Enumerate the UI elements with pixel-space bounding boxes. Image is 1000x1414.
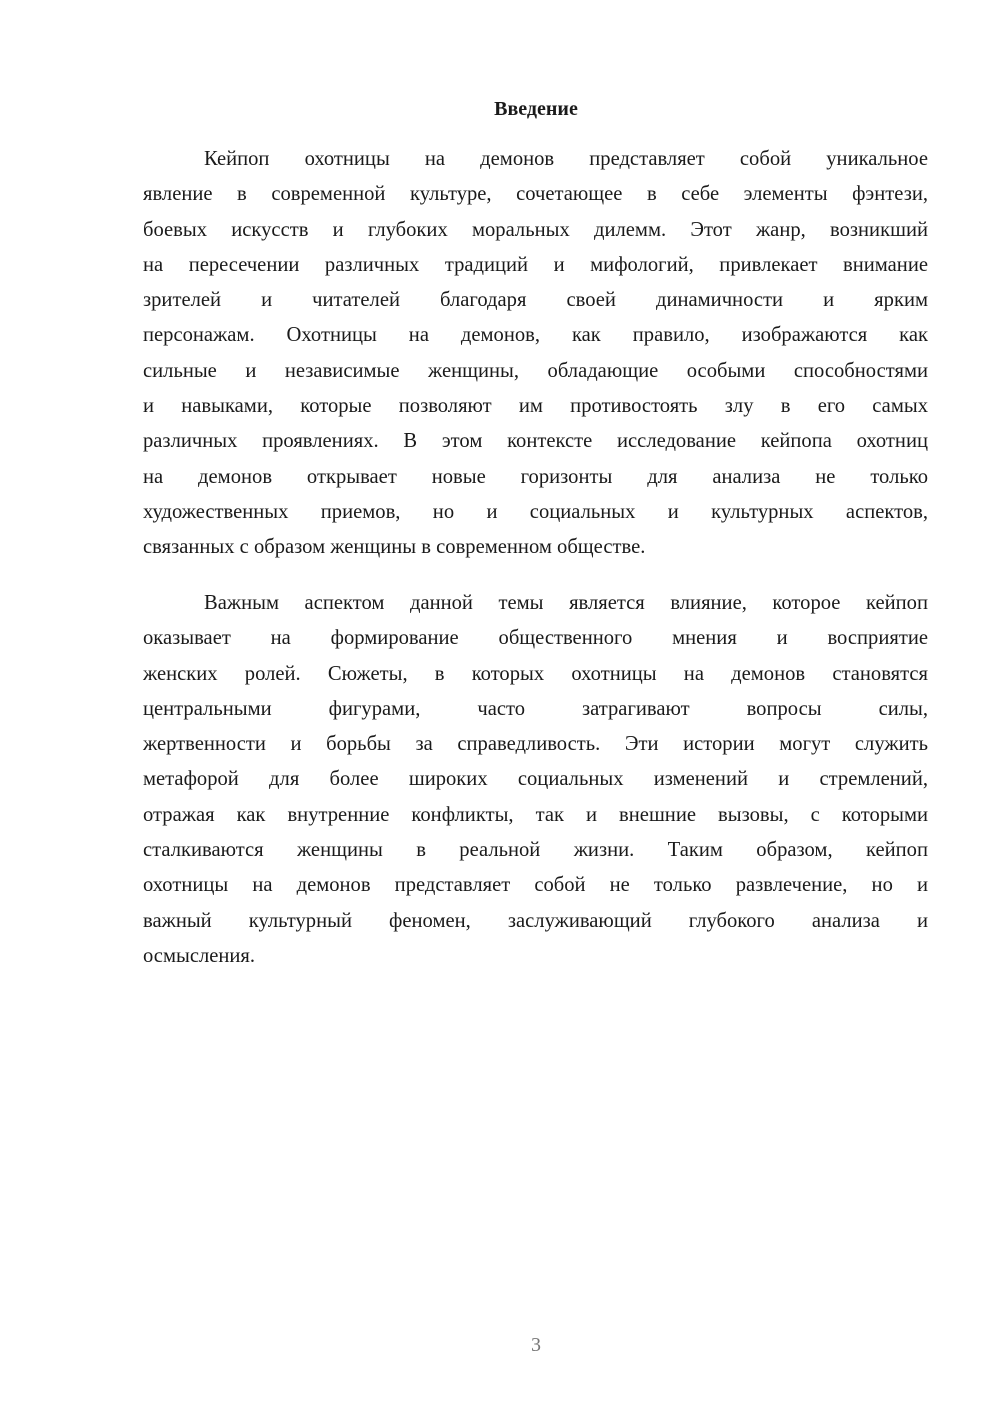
text-line: Важным аспектом данной темы является влияние, которое кейпоп: [204, 592, 928, 614]
text-line: сильные и независимые женщины, обладающие особыми способностями: [143, 359, 928, 382]
paragraph-2: [143, 586, 928, 974]
text-line: на пересечении различных традиций и мифологий, привлекает внимание: [143, 253, 928, 276]
section-title: Введение: [494, 98, 578, 120]
text-line: персонажам. Охотницы на демонов, как правило, изображаются как: [143, 324, 928, 347]
text-line: сталкиваются женщины в реальной жизни. Таким образом, кейпоп: [143, 839, 928, 862]
text-line: и навыками, которые позволяют им противостоять злу в его самых: [143, 395, 928, 418]
text-line: явление в современной культуре, сочетающее в себе элементы фэнтези,: [143, 183, 928, 206]
text-line: женских ролей. Сюжеты, в которых охотницы на демонов становятся: [143, 662, 928, 685]
text-line: отражая как внутренние конфликты, так и внешние вызовы, с которыми: [143, 803, 928, 826]
text-line: жертвенности и борьбы за справедливость. Эти истории могут служить: [143, 733, 928, 756]
text-line: Кейпоп охотницы на демонов представляет собой уникальное: [204, 148, 928, 170]
text-line: художественных приемов, но и социальных и культурных аспектов,: [143, 500, 928, 523]
text-line: центральными фигурами, часто затрагивают вопросы силы,: [143, 697, 928, 720]
text-line: зрителей и читателей благодаря своей динамичности и ярким: [143, 289, 928, 312]
paragraph-1: [143, 142, 928, 566]
text-line: метафорой для более широких социальных изменений и стремлений,: [143, 768, 928, 791]
text-line: охотницы на демонов представляет собой не только развлечение, но и: [143, 874, 928, 897]
text-line: осмысления.: [143, 944, 256, 967]
text-line: связанных с образом женщины в современном обществе.: [143, 536, 646, 559]
page-number: 3: [531, 1334, 541, 1356]
text-line: оказывает на формирование общественного мнения и восприятие: [143, 627, 928, 650]
text-line: боевых искусств и глубоких моральных дилемм. Этот жанр, возникший: [143, 218, 928, 241]
text-line: различных проявлениях. В этом контексте исследование кейпопа охотниц: [143, 430, 928, 453]
text-line: на демонов открывает новые горизонты для анализа не только: [143, 465, 928, 488]
text-line: важный культурный феномен, заслуживающий глубокого анализа и: [143, 909, 928, 932]
